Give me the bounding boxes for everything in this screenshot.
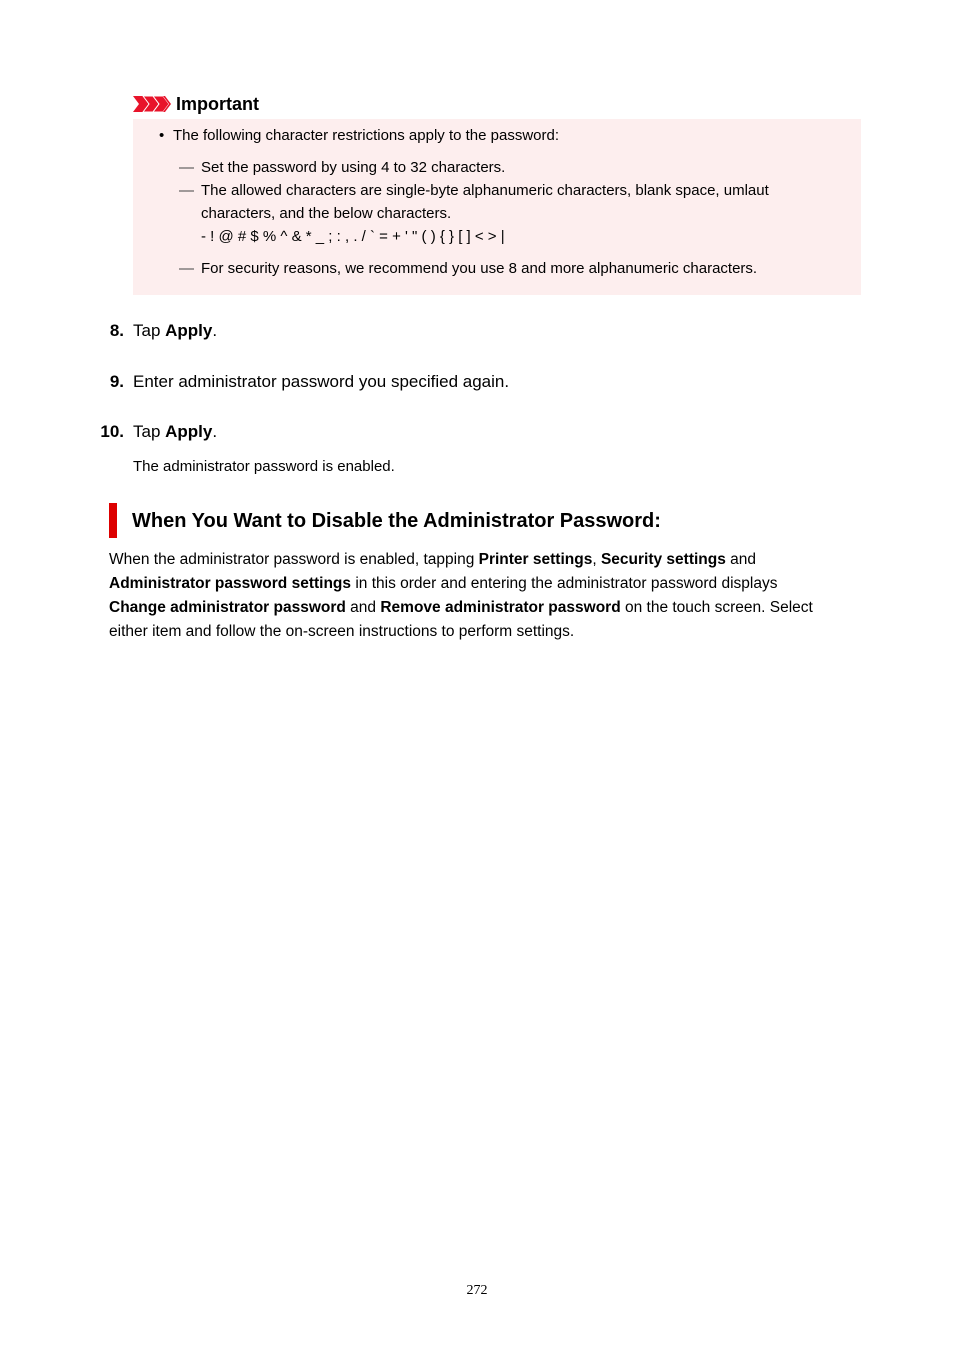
step-bold-term: Apply <box>165 422 213 441</box>
page-number: 272 <box>466 1283 488 1298</box>
step-text-suffix: . <box>212 321 218 340</box>
menu-term-admin-password-settings: Administrator password settings <box>109 575 352 592</box>
step-8-text <box>133 321 217 341</box>
step-number: 9. <box>109 372 124 391</box>
para-text: , <box>592 551 601 568</box>
para-text: and <box>345 599 381 616</box>
step-10-result: The administrator password is enabled. <box>133 458 395 475</box>
section-heading: When You Want to Disable the Administrator Password: <box>132 510 661 532</box>
step-text-prefix: Tap <box>133 321 166 340</box>
restriction-allowed-line2: characters, and the below characters. <box>201 205 452 222</box>
para-text: in this order and entering the administrator password displays <box>351 575 778 592</box>
dash-marker: ― <box>179 159 194 176</box>
step-bold-term: Apply <box>165 321 213 340</box>
restriction-allowed-line1: The allowed characters are single-byte alphanumeric characters, blank space, umlaut <box>201 182 769 199</box>
menu-term-remove-admin-password: Remove administrator password <box>380 599 621 616</box>
step-number: 8. <box>109 321 124 340</box>
important-chevron-icon <box>133 94 173 114</box>
para-text: either item and follow the on-screen instructions to perform settings. <box>109 623 575 640</box>
restriction-length: Set the password by using 4 to 32 characters. <box>201 159 506 176</box>
section-paragraph <box>109 548 859 644</box>
menu-term-security-settings: Security settings <box>600 551 726 568</box>
menu-term-printer-settings: Printer settings <box>478 551 593 568</box>
important-box <box>133 119 861 295</box>
section-accent-bar <box>109 503 117 538</box>
allowed-symbols: - ! @ # $ % ^ & * _ ; : , . / ` = + ' " ( ) { } [ ] < > | <box>201 228 505 245</box>
step-text-suffix: . <box>212 422 218 441</box>
important-bullet-text: The following character restrictions apply to the password: <box>173 127 560 144</box>
step-9-text: Enter administrator password you specified again. <box>133 372 510 391</box>
menu-term-change-admin-password: Change administrator password <box>109 599 346 616</box>
step-text-prefix: Tap <box>133 422 166 441</box>
step-number: 10. <box>100 422 124 441</box>
dash-marker: ― <box>179 182 194 199</box>
para-text: on the touch screen. Select <box>620 599 813 616</box>
para-text: and <box>725 551 757 568</box>
restriction-security: For security reasons, we recommend you use 8 and more alphanumeric characters. <box>201 260 758 277</box>
para-text: When the administrator password is enabled, tapping <box>109 551 479 568</box>
important-header <box>133 92 259 116</box>
important-title: Important <box>176 94 259 114</box>
step-10-text <box>133 422 217 442</box>
dash-marker: ― <box>179 260 194 277</box>
bullet-marker: • <box>159 127 165 144</box>
